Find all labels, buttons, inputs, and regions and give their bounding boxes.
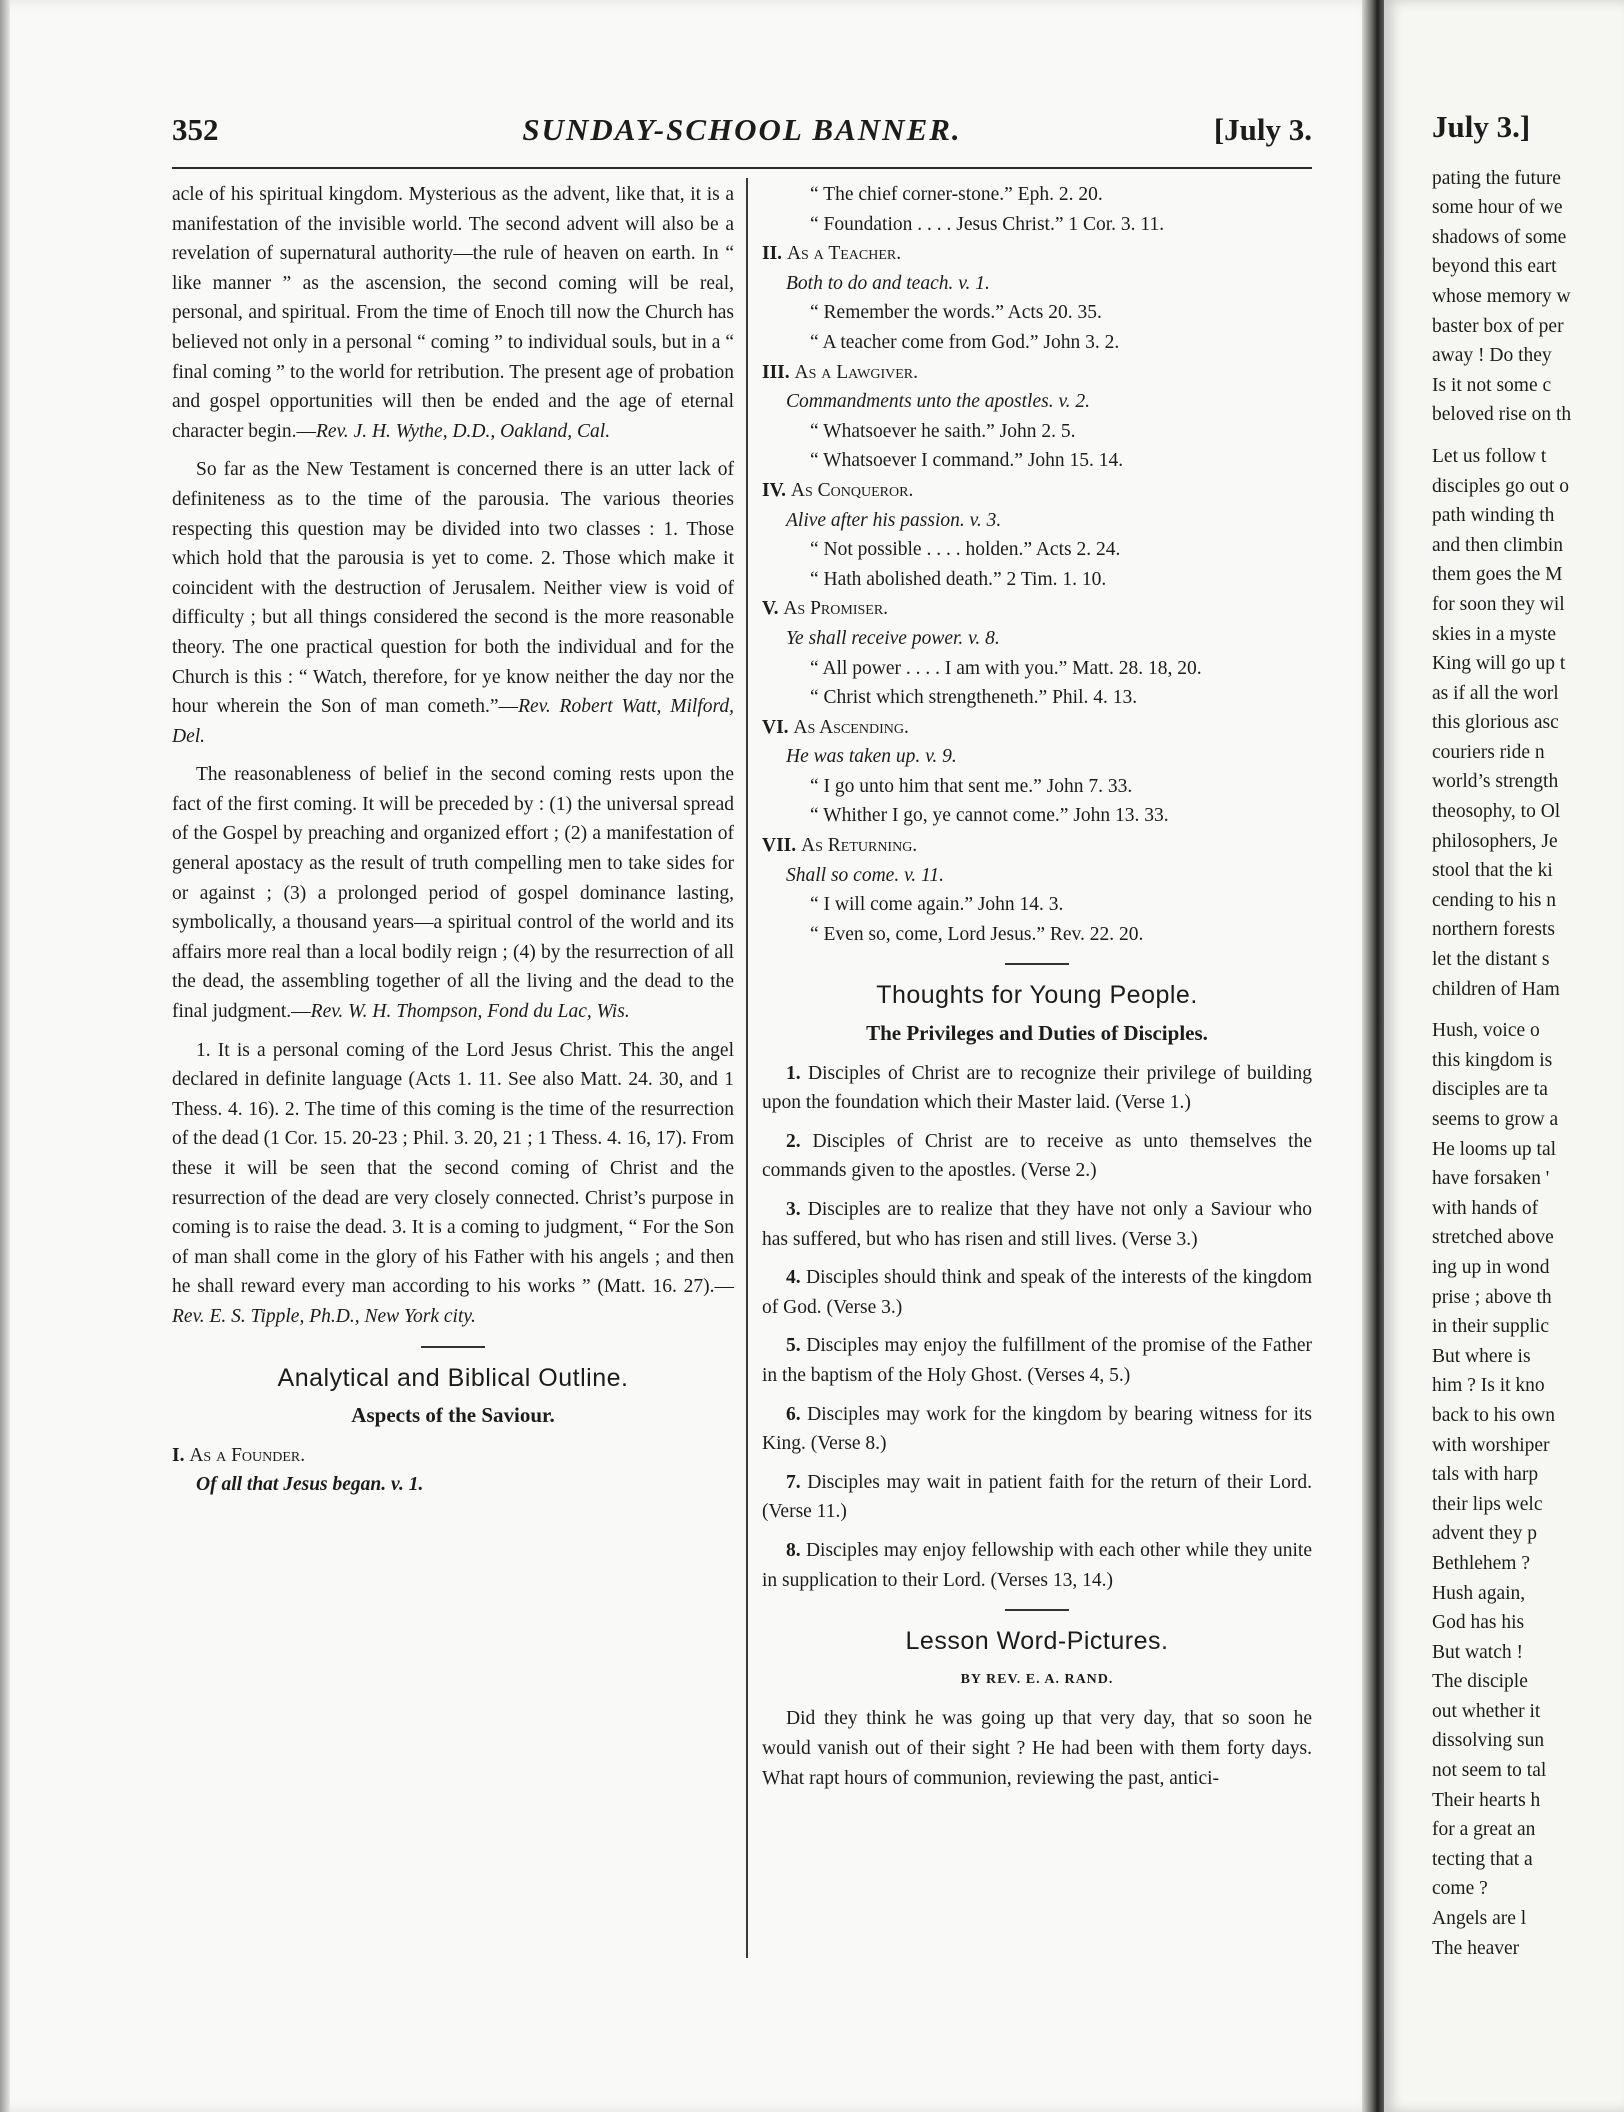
young-people-title: Thoughts for Young People. — [876, 981, 1198, 1010]
paragraph-text: The reasonableness of belief in the second coming rests upon the fact of the first coming. It will be preceded by : (1) the universal spread of the Gospel by preaching and organized effort ; (2) a manifestation of general apostacy as the result of truth compelling men to take sides for or against ; (3) a prolonged period of gospel dominance lasting, symbolically, a thousand years—a spiritual control of the world and its affairs more real than a local bodily reign ; (4) by the resurrection of all the dead, the assembling together of all the living and the dead to the final judgment.— — [172, 764, 734, 1023]
list-item-number: 7. — [786, 1471, 801, 1493]
outline-reference: “ Even so, come, Lord Jesus.” Rev. 22. 20. — [810, 923, 1144, 945]
facing-line: and then climbin — [1432, 534, 1564, 556]
facing-line: baster box of per — [1432, 315, 1564, 337]
commentary-paragraph — [172, 180, 734, 446]
commentary-paragraph — [172, 760, 734, 1026]
outline-reference: “ All power . . . . I am with you.” Matt. 28. 18, 20. — [810, 657, 1202, 679]
outline-subheading — [172, 1470, 734, 1500]
word-pictures-title: Lesson Word-Pictures. — [905, 1627, 1169, 1656]
facing-line: Hush again, — [1432, 1582, 1526, 1604]
paragraph-attribution: Rev. Robert Watt, Milford, Del. — [172, 696, 734, 747]
facing-line: philosophers, Je — [1432, 830, 1558, 852]
facing-line: skies in a myste — [1432, 623, 1557, 645]
outline-heading — [762, 239, 1312, 269]
list-item-text: Disciples may wait in patient faith for the return of their Lord. (Verse 11.) — [762, 1471, 1312, 1523]
facing-line: The disciple — [1432, 1671, 1528, 1693]
facing-line: tecting that a — [1432, 1848, 1533, 1870]
outline-reference: “ Remember the words.” Acts 20. 35. — [810, 302, 1102, 324]
outline-verse: v. 3. — [964, 509, 1002, 531]
facing-line: Bethlehem ? — [1432, 1552, 1531, 1574]
outline-reference: “ I go unto him that sent me.” John 7. 33. — [810, 775, 1133, 797]
facing-line: Is it not some c — [1432, 374, 1552, 396]
book-gutter — [1362, 0, 1384, 2112]
outline-numeral: VII. — [762, 835, 797, 857]
list-item-text: Disciples of Christ are to recognize their privilege of building upon the foundation which their Master laid. (Verse 1.) — [762, 1062, 1312, 1114]
outline-reference: “ A teacher come from God.” John 3. 2. — [810, 331, 1120, 353]
facing-line: whose memory w — [1432, 285, 1571, 307]
facing-line: King will go up t — [1432, 653, 1566, 675]
outline-heading — [172, 1441, 734, 1471]
facing-line: their lips welc — [1432, 1493, 1543, 1515]
facing-line: let the distant s — [1432, 949, 1550, 971]
young-people-list — [762, 1059, 1312, 1596]
facing-line: Their hearts h — [1432, 1789, 1541, 1811]
outline-numeral: VI. — [762, 716, 789, 738]
list-item-number: 1. — [786, 1062, 801, 1084]
paragraph-text: So far as the New Testament is concerned there is an utter lack of definiteness as to the time of the parousia. The various theories respecting this question may be divided into two classes : 1. Those which hold that the parousia is yet to come. 2. Those which make it coincident with the destruction of Jerusalem. Neither view is void of difficulty ; but all things considered the second is the more reasonable theory. The one practical question for both the individual and for the Church is this : “ Watch, therefore, for ye know neither the day nor the hour wherein the Son of man cometh.”— — [172, 459, 734, 718]
list-item — [762, 1331, 1312, 1390]
outline-label: As Ascending. — [793, 716, 909, 738]
paragraph-text: 1. It is a personal coming of the Lord Jesus Christ. This the angel declared in definite language (Acts 1. 11. See also Matt. 24. 30, and 1 Thess. 4. 16). 2. The time of this coming is the time of the resurrection of the dead (1 Cor. 15. 20-23 ; Phil. 3. 20, 21 ; 1 Thess. 4. 16, 17). From these it will be seen that the second coming of Christ and the resurrection of the dead are very closely connected. Christ’s purpose in coming is to raise the dead. 3. It is a coming to judgment, “ For the Son of man shall come in the glory of his Father with his angels ; and then he shall reward every man according to his works ” (Matt. 16. 27).— — [172, 1039, 734, 1298]
facing-line: some hour of we — [1432, 197, 1563, 219]
facing-line: shadows of some — [1432, 226, 1567, 248]
paragraph-attribution: Rev. J. H. Wythe, D.D., Oakland, Cal. — [316, 420, 611, 442]
line-gap — [1432, 430, 1624, 442]
outline-heading — [762, 358, 1312, 388]
facing-line: with hands of — [1432, 1197, 1539, 1219]
facing-line: Let us follow t — [1432, 445, 1547, 467]
facing-line: But watch ! — [1432, 1641, 1523, 1663]
outline-continued — [762, 180, 1312, 949]
facing-line: them goes the M — [1432, 564, 1563, 586]
page-edge-shadow — [0, 0, 10, 2112]
outline-subheading — [762, 506, 1312, 536]
facing-line: northern forests — [1432, 919, 1555, 941]
facing-line: for a great an — [1432, 1819, 1536, 1841]
section-separator — [1005, 1609, 1069, 1611]
outline-numeral: II. — [762, 243, 783, 265]
list-item — [762, 1059, 1312, 1118]
facing-line: disciples go out o — [1432, 475, 1570, 497]
outline-subheading — [762, 387, 1312, 417]
outline-sub-text: Of all that Jesus began. — [196, 1474, 387, 1496]
word-pictures-byline: BY REV. E. A. RAND. — [960, 1671, 1114, 1687]
left-column — [172, 180, 734, 1500]
outline-reference: “ Foundation . . . . Jesus Christ.” 1 Cor. 3. 11. — [810, 213, 1165, 235]
outline-sub-text: Shall so come. — [786, 864, 900, 886]
facing-line: path winding th — [1432, 505, 1555, 527]
list-item — [762, 1127, 1312, 1186]
facing-line: with worshiper — [1432, 1434, 1550, 1456]
facing-text-lines — [1432, 164, 1624, 1964]
facing-line: for soon they wil — [1432, 593, 1565, 615]
facing-column — [1432, 109, 1624, 1963]
outline-label: As Conqueror. — [790, 479, 914, 501]
word-pictures-text: Did they think he was going up that very day, that so soon he would vanish out of their sight ? He had been with them forty days. What rapt hours of communion, reviewing the past, antici- — [762, 1708, 1312, 1789]
facing-line: dissolving sun — [1432, 1730, 1545, 1752]
list-item — [762, 1263, 1312, 1322]
facing-header-date: July 3.] — [1432, 109, 1531, 144]
outline-reference: “ Hath abolished death.” 2 Tim. 1. 10. — [810, 568, 1107, 590]
facing-line: away ! Do they — [1432, 345, 1552, 367]
facing-page — [1384, 0, 1624, 2112]
list-item-text: Disciples may enjoy fellowship with each other while they unite in supplication to their Lord. (Verses 13, 14.) — [762, 1539, 1312, 1591]
facing-line: children of Ham — [1432, 978, 1560, 1000]
outline-heading — [762, 831, 1312, 861]
outline-verse: v. 9. — [920, 746, 957, 768]
list-item-text: Disciples should think and speak of the interests of the kingdom of God. (Verse 3.) — [762, 1267, 1312, 1318]
facing-line: him ? Is it kno — [1432, 1375, 1545, 1397]
facing-line: Angels are l — [1432, 1908, 1527, 1930]
facing-line: out whether it — [1432, 1700, 1541, 1722]
list-item-number: 3. — [786, 1199, 801, 1220]
outline-reference: “ Whatsoever I command.” John 15. 14. — [810, 450, 1124, 472]
outline-heading — [762, 594, 1312, 624]
outline-sub-text: He was taken up. — [786, 746, 921, 768]
section-separator — [1005, 963, 1069, 965]
outline-sub-text: Ye shall receive power. — [786, 627, 964, 649]
periodical-title: SUNDAY-SCHOOL BANNER. — [522, 112, 962, 147]
outline-numeral: I. — [172, 1444, 185, 1466]
facing-line: disciples are ta — [1432, 1079, 1548, 1101]
facing-line: prise ; above th — [1432, 1286, 1552, 1308]
list-item-number: 4. — [786, 1267, 801, 1289]
outline-subtitle: Aspects of the Saviour. — [351, 1403, 555, 1428]
facing-line: not seem to tal — [1432, 1760, 1547, 1782]
list-item-number: 5. — [786, 1335, 801, 1357]
outline-heading — [762, 476, 1312, 506]
outline-sub-text: Both to do and teach. — [786, 272, 954, 294]
outline-reference: “ The chief corner-stone.” Eph. 2. 20. — [810, 184, 1103, 205]
outline-verse: v. 8. — [963, 627, 1000, 649]
outline-reference: “ Whither I go, ye cannot come.” John 13. 33. — [810, 805, 1169, 827]
facing-line: tals with harp — [1432, 1464, 1539, 1486]
paragraph-attribution: Rev. W. H. Thompson, Fond du Lac, Wis. — [310, 1001, 630, 1023]
outline-sub-text: Alive after his passion. — [786, 509, 965, 531]
facing-line: have forsaken ' — [1432, 1168, 1550, 1190]
outline-reference: “ Christ which strengtheneth.” Phil. 4. 13. — [810, 687, 1138, 709]
young-people-subtitle: The Privileges and Duties of Disciples. — [866, 1021, 1208, 1046]
outline-subheading — [762, 269, 1312, 299]
list-item — [762, 1195, 1312, 1254]
list-item-text: Disciples may work for the kingdom by bearing witness for its King. (Verse 8.) — [762, 1403, 1312, 1455]
facing-line: ing up in wond — [1432, 1256, 1550, 1278]
outline-title: Analytical and Biblical Outline. — [277, 1363, 629, 1392]
facing-line: world’s strength — [1432, 771, 1559, 793]
list-item-number: 2. — [786, 1130, 801, 1152]
outline-subheading — [762, 624, 1312, 654]
outline-verse: v. 11. — [899, 864, 944, 886]
outline-verse: v. 1. — [386, 1474, 424, 1496]
outline-numeral: III. — [762, 361, 790, 383]
list-item-text: Disciples may enjoy the fulfillment of the promise of the Father in the baptism of the Holy Ghost. (Verses 4, 5.) — [762, 1335, 1312, 1386]
facing-line: cending to his n — [1432, 889, 1557, 911]
outline-numeral: V. — [762, 598, 779, 620]
facing-line: The heaver — [1432, 1937, 1520, 1959]
facing-line: He looms up tal — [1432, 1138, 1557, 1160]
section-separator — [421, 1346, 485, 1348]
commentary-paragraph — [172, 455, 734, 751]
line-gap — [1432, 1004, 1624, 1016]
facing-line: couriers ride n — [1432, 741, 1545, 763]
facing-line: But where is — [1432, 1345, 1531, 1367]
page-number: 352 — [172, 112, 219, 147]
facing-line: stretched above — [1432, 1227, 1554, 1249]
facing-line: seems to grow a — [1432, 1109, 1559, 1130]
commentary-paragraph — [172, 1036, 734, 1332]
list-item — [762, 1468, 1312, 1527]
outline-label: As a Founder. — [189, 1444, 306, 1466]
right-column — [762, 180, 1312, 1802]
commentary-paragraphs — [172, 180, 734, 1332]
facing-line: in their supplic — [1432, 1316, 1549, 1338]
list-item — [762, 1400, 1312, 1459]
list-item-text: Disciples of Christ are to receive as unto themselves the commands given to the apostles. (Verse 2.) — [762, 1130, 1312, 1182]
list-item — [762, 1536, 1312, 1595]
facing-line: beyond this eart — [1432, 256, 1557, 278]
column-divider — [746, 178, 748, 1958]
facing-line: stool that the ki — [1432, 860, 1553, 882]
outline-heading — [762, 713, 1312, 743]
facing-line: God has his — [1432, 1612, 1525, 1634]
outline-subheading — [762, 742, 1312, 772]
paragraph-text: acle of his spiritual kingdom. Mysterious as the advent, like that, it is a manifestation of the invisible world. The second advent will also be a revelation of supernatural authority—the rule of heaven on earth. In “ like manner ” as the ascension, the second coming will be real, personal, and spiritual. From the time of Enoch till now the Church has believed not only in a personal “ coming ” to individual souls, but in a “ final coming ” to the world for retribution. The present age of probation and gospel opportunities will then be ended and the age of eternal character begin.— — [172, 184, 734, 442]
facing-line: pating the future — [1432, 167, 1561, 189]
outline-numeral: IV. — [762, 479, 787, 501]
facing-line: this glorious asc — [1432, 712, 1559, 734]
facing-line: come ? — [1432, 1878, 1488, 1900]
facing-line: back to his own — [1432, 1404, 1555, 1426]
facing-line: advent they p — [1432, 1523, 1538, 1545]
outline-sub-text: Commandments unto the apostles. — [786, 391, 1054, 413]
facing-line: as if all the worl — [1432, 682, 1559, 704]
paragraph-attribution: Rev. E. S. Tipple, Ph.D., New York city. — [172, 1305, 476, 1327]
outline-reference: “ I will come again.” John 14. 3. — [810, 894, 1064, 916]
list-item-text: Disciples are to realize that they have not only a Saviour who has suffered, but who has risen and still lives. (Verse 3.) — [762, 1199, 1312, 1250]
outline-subheading — [762, 861, 1312, 891]
outline-verse: v. 2. — [1053, 391, 1091, 413]
outline-label: As Promiser. — [783, 598, 889, 620]
facing-line: beloved rise on th — [1432, 404, 1572, 426]
facing-line: this kingdom is — [1432, 1049, 1553, 1071]
facing-line: theosophy, to Ol — [1432, 801, 1561, 823]
outline-label: As Returning. — [801, 835, 918, 857]
outline-verse: v. 1. — [953, 272, 990, 294]
outline-label: As a Lawgiver. — [794, 361, 919, 383]
list-item-number: 6. — [786, 1403, 801, 1425]
running-header — [172, 112, 1312, 156]
outline-reference: “ Not possible . . . . holden.” Acts 2. 24. — [810, 539, 1121, 561]
header-date: [July 3. — [1213, 112, 1312, 147]
outline-reference: “ Whatsoever he saith.” John 2. 5. — [810, 420, 1076, 442]
facing-line: Hush, voice o — [1432, 1020, 1540, 1042]
outline-label: As a Teacher. — [786, 243, 902, 265]
list-item-number: 8. — [786, 1539, 801, 1561]
header-rule — [172, 167, 1312, 169]
